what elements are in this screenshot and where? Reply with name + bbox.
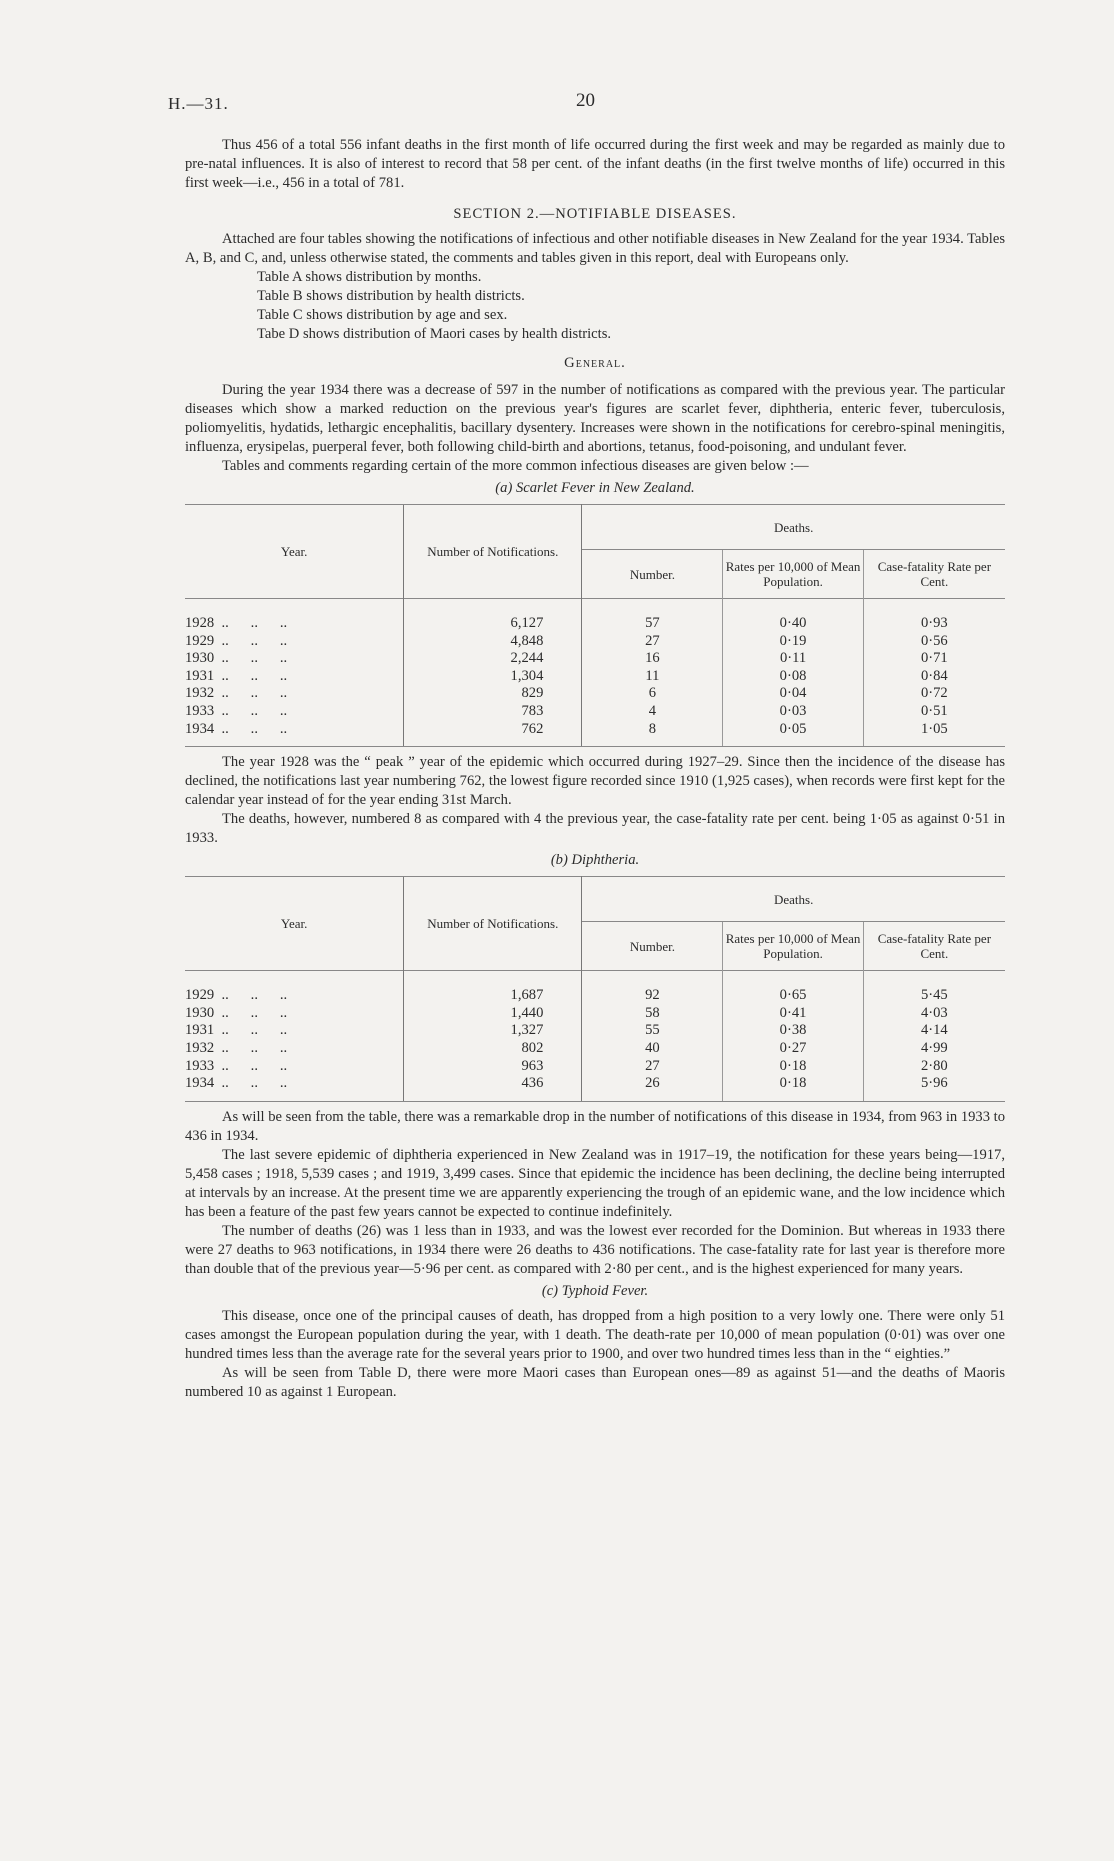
typhoid-paragraph-1: This disease, once one of the principal causes of death, has dropped from a high position to a very lowly one. There were only 51 cases amongst the European population during the year, with 1 death. The death-rate per 10,000 of mean population (0·01) was over one hundred times less than the average rate for the several years prior to 1900, and over two hundred times less than in the “ eighties.”	[185, 1307, 1005, 1362]
cell-notifications: 2,244	[404, 650, 582, 668]
table-list	[185, 268, 1005, 344]
cell-rate: 0·03	[723, 703, 863, 721]
cell-notifications: 783	[404, 703, 582, 721]
cell-year: 1932 .. .. ..	[185, 1039, 288, 1056]
cell-rate: 0·38	[723, 1022, 863, 1040]
cell-deaths: 11	[582, 668, 723, 686]
col-number-header: Number.	[582, 922, 723, 971]
cell-year: 1930 .. .. ..	[185, 1004, 288, 1021]
section-paragraph: Attached are four tables showing the notifications of infectious and other notifiable diseases in New Zealand for the year 1934. Tables A, B, and C, and, unless otherwise stated, the comments and tables given in this report, deal with Europeans only.	[185, 231, 1005, 266]
cell-rate: 0·41	[723, 1005, 863, 1023]
col-notifications-header: Number of Notifications.	[404, 877, 582, 971]
cell-year: 1932 .. .. ..	[185, 685, 288, 702]
cell-rate: 0·19	[723, 633, 863, 651]
cell-deaths: 26	[582, 1075, 723, 1093]
diphtheria-paragraph-2: The last severe epidemic of diphtheria experienced in New Zealand was in 1917–19, the notification for these years being—1917, 5,458 cases ; 1918, 5,539 cases ; and 1919, 3,499 cases. Since that epidemic the incidence has been declining, the decline being interrupted at intervals by an increase. At the present time we are apparently experiencing the trough of an epidemic wane, and the low incidence which has been a feature of the past few years cannot be expected to continue indefinitely.	[185, 1146, 1005, 1220]
cell-case-fatality: 1·05	[920, 720, 948, 737]
cell-case-fatality: 4·03	[920, 1004, 948, 1021]
cell-year: 1934 .. .. ..	[185, 1075, 288, 1092]
table-row	[185, 1022, 1005, 1040]
diphtheria-paragraph-3: The number of deaths (26) was 1 less than in 1933, and was the lowest ever recorded for the Dominion. But whereas in 1933 there were 27 deaths to 963 notifications, in 1934 there were 26 deaths to 436 notifications. The case-fatality rate for last year is therefore more than double that of the previous year—5·96 per cent. as compared with 2·80 per cent., and is the highest experienced for many years.	[185, 1222, 1005, 1277]
cell-notifications: 1,687	[404, 987, 582, 1005]
cell-year: 1929 .. .. ..	[185, 632, 288, 649]
table-row	[185, 703, 1005, 721]
cell-deaths: 55	[582, 1022, 723, 1040]
cell-case-fatality: 0·93	[920, 615, 948, 631]
cell-year: 1933 .. .. ..	[185, 1057, 288, 1074]
table-list-item: Tabe D shows distribution of Maori cases by health districts.	[257, 326, 612, 342]
scarlet-paragraph-1: The year 1928 was the “ peak ” year of the epidemic which occurred during 1927–29. Since then the incidence of the disease has declined, the notifications last year numbering 762, the lowest figure recorded since 1910 (1,925 cases), when records were first kept for the calendar year instead of for the year ending 31st March.	[185, 754, 1005, 809]
cell-deaths: 8	[582, 721, 723, 739]
cell-rate: 0·08	[723, 668, 863, 686]
cell-year: 1928 .. .. ..	[185, 615, 288, 631]
scarlet-caption: (a) Scarlet Fever in New Zealand.	[495, 480, 695, 496]
col-year-header: Year.	[185, 505, 404, 599]
cell-notifications: 1,327	[404, 1022, 582, 1040]
cell-rate: 0·05	[723, 721, 863, 739]
col-year-header: Year.	[185, 877, 404, 971]
cell-year: 1929 .. .. ..	[185, 987, 288, 1004]
cell-deaths: 16	[582, 650, 723, 668]
col-deaths-header: Deaths.	[582, 505, 1005, 550]
table-row	[185, 1040, 1005, 1058]
page-number: 20	[576, 90, 595, 111]
cell-case-fatality: 0·56	[920, 632, 948, 649]
col-notifications-header: Number of Notifications.	[404, 505, 582, 599]
page-body	[185, 136, 1005, 1402]
table-row	[185, 615, 1005, 633]
col-number-header: Number.	[582, 550, 723, 599]
col-rates-header: Rates per 10,000 of Mean Population.	[723, 550, 863, 599]
cell-notifications: 1,440	[404, 1005, 582, 1023]
cell-case-fatality: 0·72	[920, 685, 948, 702]
table-row	[185, 650, 1005, 668]
cell-notifications: 436	[404, 1075, 582, 1093]
table-row	[185, 987, 1005, 1005]
general-heading: General.	[564, 355, 626, 371]
table-row	[185, 685, 1005, 703]
col-case-fatality-header: Case-fatality Rate per Cent.	[877, 559, 992, 589]
general-paragraph: During the year 1934 there was a decrease of 597 in the number of notifications as compared with the previous year. The particular diseases which show a marked reduction on the previous year's figures are scarlet fever, diphtheria, enteric fever, tuberculosis, poliomyelitis, hydatids, lethargic encephalitis, bacillary dysentery. Increases were shown in the notifications for cerebro-spinal meningitis, influenza, erysipelas, puerperal fever, both following child-birth and abortions, tetanus, food-poisoning, and undulant fever.	[185, 382, 1005, 455]
cell-deaths: 58	[582, 1005, 723, 1023]
cell-deaths: 6	[582, 685, 723, 703]
cell-case-fatality: 2·80	[920, 1057, 948, 1074]
cell-rate: 0·04	[723, 685, 863, 703]
cell-rate: 0·40	[723, 615, 863, 633]
diphtheria-caption: (b) Diphtheria.	[550, 852, 640, 869]
typhoid-paragraph-2: As will be seen from Table D, there were more Maori cases than European ones—89 as against 51—and the deaths of Maoris numbered 10 as against 1 European.	[185, 1364, 1005, 1400]
cell-rate: 0·11	[723, 650, 863, 668]
table-list-item: Table B shows distribution by health districts.	[257, 288, 525, 304]
table-list-item: Table A shows distribution by months.	[257, 269, 482, 285]
document-reference: H.—31.	[168, 94, 229, 113]
cell-notifications: 762	[404, 721, 582, 739]
diphtheria-table	[185, 876, 1005, 1102]
cell-case-fatality: 5·96	[920, 1075, 948, 1092]
cell-notifications: 4,848	[404, 633, 582, 651]
table-row	[185, 1075, 1005, 1093]
cell-notifications: 6,127	[404, 615, 582, 633]
cell-year: 1933 .. .. ..	[185, 702, 288, 719]
general-paragraph-2: Tables and comments regarding certain of the more common infectious diseases are given below :—	[222, 458, 809, 474]
section-title: SECTION 2.—NOTIFIABLE DISEASES.	[453, 206, 737, 222]
cell-case-fatality: 0·71	[920, 650, 948, 667]
cell-deaths: 40	[582, 1040, 723, 1058]
cell-rate: 0·18	[723, 1075, 863, 1093]
cell-case-fatality: 4·14	[920, 1022, 948, 1039]
cell-case-fatality: 0·51	[920, 702, 948, 719]
cell-year: 1934 .. .. ..	[185, 720, 288, 737]
scarlet-paragraph-2: The deaths, however, numbered 8 as compared with 4 the previous year, the case-fatality rate per cent. being 1·05 as against 0·51 in 1933.	[185, 811, 1005, 847]
table-list-item: Table C shows distribution by age and sex.	[257, 307, 508, 323]
cell-year: 1930 .. .. ..	[185, 650, 288, 667]
col-deaths-header: Deaths.	[582, 877, 1005, 922]
cell-deaths: 27	[582, 1058, 723, 1076]
table-row	[185, 633, 1005, 651]
cell-deaths: 4	[582, 703, 723, 721]
table-row	[185, 668, 1005, 686]
cell-rate: 0·18	[723, 1058, 863, 1076]
table-row	[185, 721, 1005, 739]
cell-year: 1931 .. .. ..	[185, 667, 288, 684]
typhoid-caption: (c) Typhoid Fever.	[541, 1282, 649, 1299]
cell-notifications: 802	[404, 1040, 582, 1058]
cell-case-fatality: 4·99	[920, 1039, 948, 1056]
intro-paragraph: Thus 456 of a total 556 infant deaths in the first month of life occurred during the first week and may be regarded as mainly due to pre-natal influences. It is also of interest to record that 58 per cent. of the infant deaths (in the first twelve months of life) occurred in this first week—i.e., 456 in a total of 781.	[185, 137, 1005, 191]
table-row	[185, 1005, 1005, 1023]
cell-year: 1931 .. .. ..	[185, 1022, 288, 1039]
cell-deaths: 92	[582, 987, 723, 1005]
diphtheria-paragraph-1: As will be seen from the table, there was a remarkable drop in the number of notifications of this disease in 1934, from 963 in 1933 to 436 in 1934.	[185, 1108, 1006, 1144]
cell-case-fatality: 0·84	[920, 667, 948, 684]
cell-deaths: 27	[582, 633, 723, 651]
cell-case-fatality: 5·45	[920, 987, 948, 1004]
scarlet-fever-table	[185, 504, 1005, 747]
cell-notifications: 963	[404, 1058, 582, 1076]
col-rates-header: Rates per 10,000 of Mean Population.	[723, 922, 863, 971]
cell-rate: 0·27	[723, 1040, 863, 1058]
col-case-fatality-header: Case-fatality Rate per Cent.	[877, 931, 992, 962]
cell-notifications: 1,304	[404, 668, 582, 686]
table-row	[185, 1058, 1005, 1076]
cell-notifications: 829	[404, 685, 582, 703]
cell-deaths: 57	[582, 615, 723, 633]
cell-rate: 0·65	[723, 987, 863, 1005]
